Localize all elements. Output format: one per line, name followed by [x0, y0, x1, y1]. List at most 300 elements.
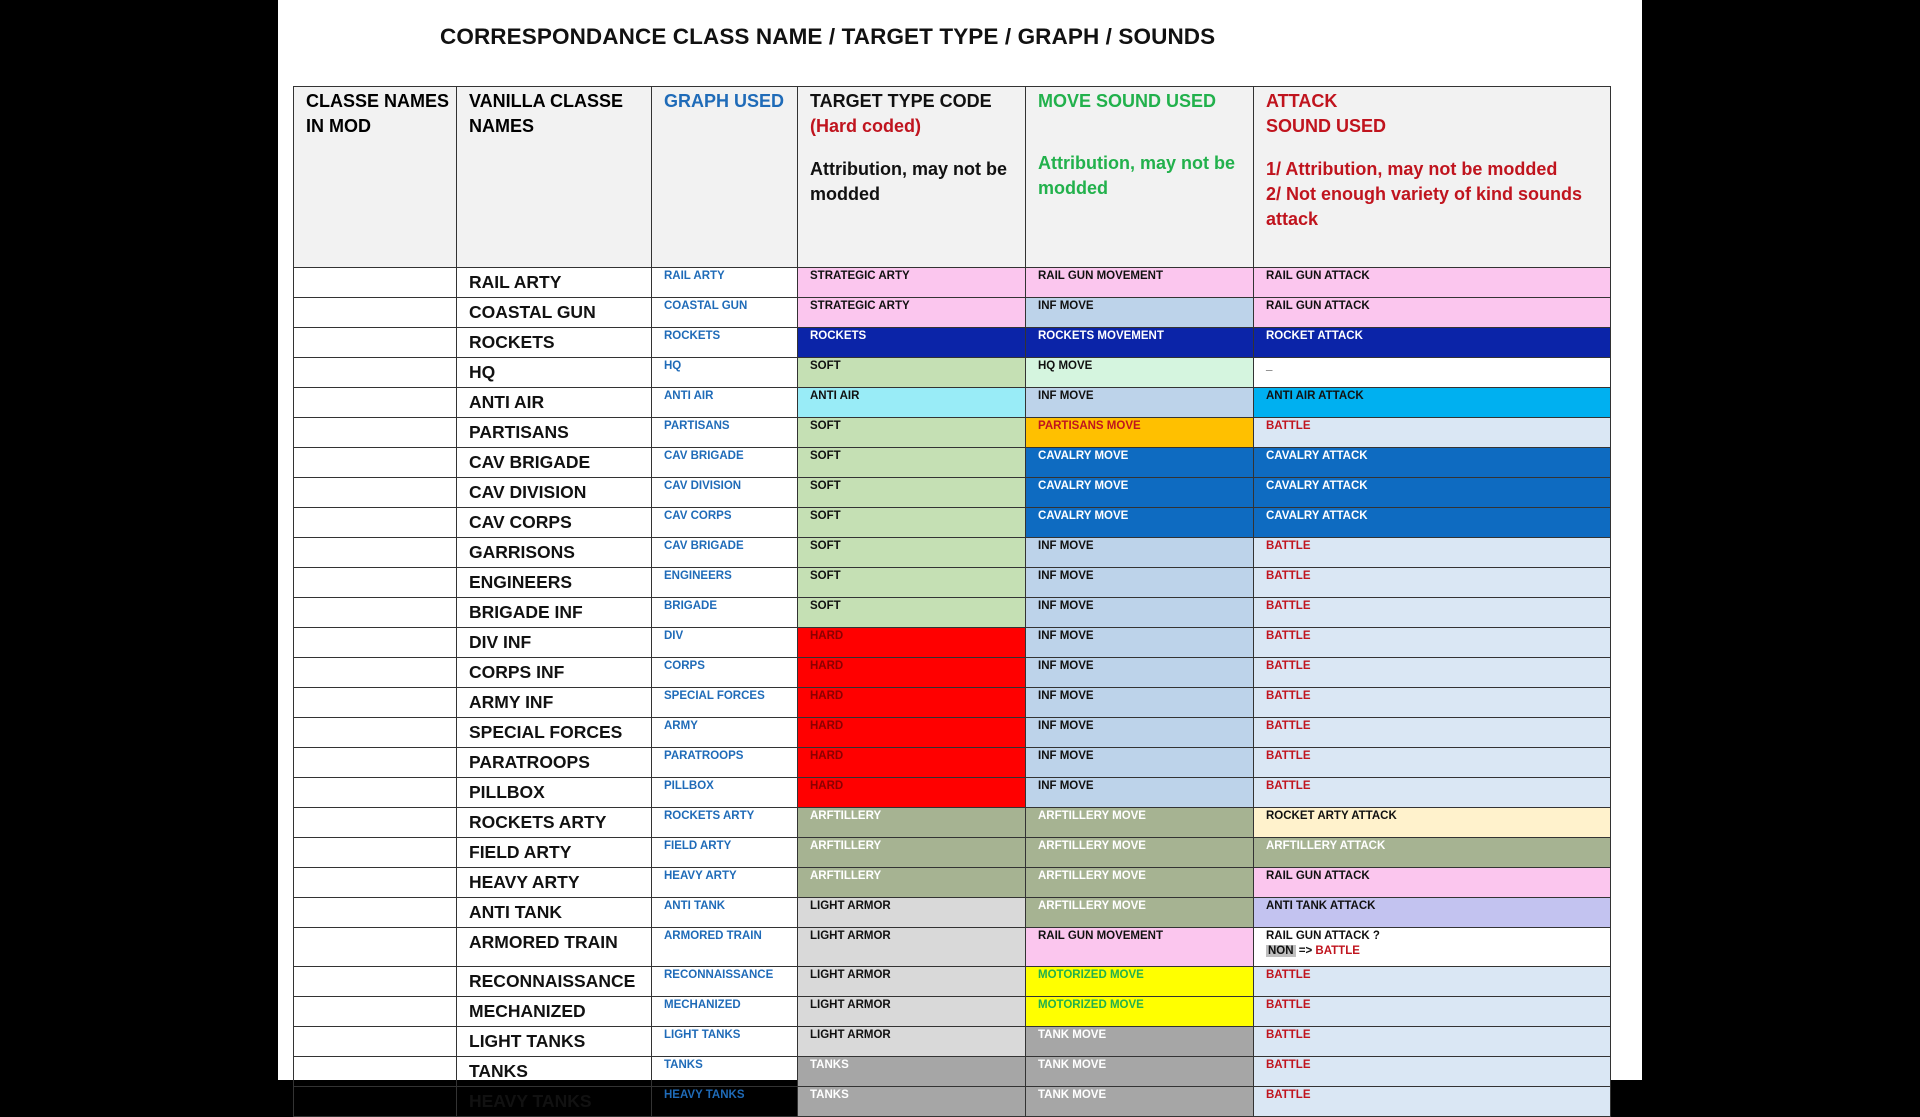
cell-mod-class-name — [294, 748, 457, 778]
table-row — [294, 658, 1611, 688]
cell-graph-used-text: CAV BRIGADE — [664, 450, 744, 462]
cell-target-type-text: HARD — [810, 720, 844, 732]
cell-target-type-text: SOFT — [810, 480, 841, 492]
cell-move-sound — [1026, 997, 1254, 1027]
cell-target-type-text: STRATEGIC ARTY — [810, 270, 910, 282]
cell-graph-used — [652, 568, 798, 598]
cell-graph-used — [652, 1027, 798, 1057]
cell-move-sound-text: TANK MOVE — [1038, 1029, 1107, 1041]
cell-attack-sound-text: BATTLE — [1266, 780, 1311, 792]
header-graph-used: GRAPH USED — [652, 87, 798, 268]
cell-target-type — [798, 478, 1026, 508]
cell-mod-class-name — [294, 388, 457, 418]
cell-mod-class-name — [294, 538, 457, 568]
cell-graph-used — [652, 598, 798, 628]
table-row — [294, 1087, 1611, 1117]
cell-move-sound-text: PARTISANS MOVE — [1038, 420, 1141, 432]
cell-move-sound — [1026, 598, 1254, 628]
cell-target-type — [798, 928, 1026, 967]
cell-move-sound — [1026, 967, 1254, 997]
table-row — [294, 688, 1611, 718]
cell-target-type — [798, 748, 1026, 778]
cell-vanilla-class-name-text: RECONNAISSANCE — [469, 971, 636, 991]
cell-attack-sound — [1254, 508, 1611, 538]
table-row — [294, 628, 1611, 658]
cell-target-type — [798, 568, 1026, 598]
cell-graph-used — [652, 508, 798, 538]
cell-target-type — [798, 508, 1026, 538]
cell-move-sound-text: INF MOVE — [1038, 750, 1094, 762]
arrow-label: => — [1295, 945, 1316, 957]
cell-target-type — [798, 688, 1026, 718]
cell-graph-used-text: HEAVY ARTY — [664, 870, 737, 882]
cell-move-sound — [1026, 298, 1254, 328]
cell-move-sound-text: INF MOVE — [1038, 300, 1094, 312]
cell-attack-sound — [1254, 298, 1611, 328]
cell-vanilla-class-name-text: ARMY INF — [469, 692, 554, 712]
cell-graph-used — [652, 808, 798, 838]
cell-attack-sound — [1254, 928, 1611, 967]
cell-vanilla-class-name-text: PILLBOX — [469, 782, 545, 802]
cell-vanilla-class-name — [457, 967, 652, 997]
cell-vanilla-class-name-text: CORPS INF — [469, 662, 565, 682]
cell-mod-class-name — [294, 268, 457, 298]
cell-target-type-text: STRATEGIC ARTY — [810, 300, 910, 312]
table-row — [294, 418, 1611, 448]
cell-target-type-text: ROCKETS — [810, 330, 867, 342]
cell-move-sound-text: ARFTILLERY MOVE — [1038, 870, 1146, 882]
cell-target-type — [798, 838, 1026, 868]
cell-attack-sound-text: BATTLE — [1266, 969, 1311, 981]
cell-graph-used-text: CORPS — [664, 660, 705, 672]
cell-graph-used-text: ARMORED TRAIN — [664, 930, 762, 942]
cell-move-sound-text: INF MOVE — [1038, 720, 1094, 732]
cell-target-type — [798, 778, 1026, 808]
table-row — [294, 808, 1611, 838]
table-row — [294, 358, 1611, 388]
non-label: NON — [1268, 945, 1294, 957]
cell-target-type-text: SOFT — [810, 360, 841, 372]
cell-target-type — [798, 538, 1026, 568]
cell-graph-used — [652, 778, 798, 808]
cell-attack-sound-text: ANTI AIR ATTACK — [1266, 390, 1364, 402]
cell-target-type — [798, 298, 1026, 328]
cell-move-sound — [1026, 748, 1254, 778]
cell-target-type-text: HARD — [810, 690, 844, 702]
cell-attack-sound — [1254, 358, 1611, 388]
cell-vanilla-class-name-text: ANTI AIR — [469, 392, 545, 412]
cell-attack-sound — [1254, 748, 1611, 778]
cell-graph-used-text: LIGHT TANKS — [664, 1029, 741, 1041]
cell-mod-class-name — [294, 997, 457, 1027]
cell-attack-sound-text: BATTLE — [1266, 630, 1311, 642]
cell-attack-sound-text: CAVALRY ATTACK — [1266, 510, 1368, 522]
cell-move-sound — [1026, 928, 1254, 967]
cell-target-type-text: LIGHT ARMOR — [810, 969, 891, 981]
cell-vanilla-class-name — [457, 598, 652, 628]
cell-graph-used-text: CAV DIVISION — [664, 480, 742, 492]
cell-target-type-text: SOFT — [810, 450, 841, 462]
cell-graph-used — [652, 478, 798, 508]
cell-graph-used-text: PARATROOPS — [664, 750, 744, 762]
cell-graph-used — [652, 628, 798, 658]
cell-attack-sound — [1254, 997, 1611, 1027]
cell-vanilla-class-name — [457, 508, 652, 538]
cell-vanilla-class-name-text: HEAVY TANKS — [469, 1091, 592, 1111]
cell-attack-sound-text: BATTLE — [1266, 720, 1311, 732]
cell-mod-class-name — [294, 628, 457, 658]
cell-target-type — [798, 328, 1026, 358]
cell-attack-sound-text: RAIL GUN ATTACK — [1266, 270, 1370, 282]
cell-attack-sound — [1254, 388, 1611, 418]
cell-target-type-text: SOFT — [810, 600, 841, 612]
cell-target-type — [798, 868, 1026, 898]
cell-attack-sound — [1254, 328, 1611, 358]
cell-vanilla-class-name — [457, 628, 652, 658]
cell-mod-class-name — [294, 898, 457, 928]
cell-vanilla-class-name — [457, 448, 652, 478]
cell-target-type-text: HARD — [810, 780, 844, 792]
cell-move-sound-text: INF MOVE — [1038, 540, 1094, 552]
cell-vanilla-class-name-text: PARATROOPS — [469, 752, 590, 772]
cell-target-type — [798, 598, 1026, 628]
cell-attack-sound — [1254, 568, 1611, 598]
cell-attack-sound-text: BATTLE — [1266, 570, 1311, 582]
cell-target-type — [798, 418, 1026, 448]
table-header-row — [294, 87, 1611, 268]
cell-mod-class-name — [294, 1027, 457, 1057]
cell-graph-used-text: ROCKETS ARTY — [664, 810, 755, 822]
cell-mod-class-name — [294, 598, 457, 628]
cell-graph-used-text: PILLBOX — [664, 780, 714, 792]
cell-vanilla-class-name-text: MECHANIZED — [469, 1001, 586, 1021]
cell-graph-used — [652, 868, 798, 898]
cell-attack-sound-text: ROCKET ATTACK — [1266, 330, 1363, 342]
cell-move-sound — [1026, 628, 1254, 658]
cell-attack-sound — [1254, 418, 1611, 448]
cell-vanilla-class-name — [457, 898, 652, 928]
cell-attack-sound-text: BATTLE — [1266, 660, 1311, 672]
cell-graph-used — [652, 997, 798, 1027]
cell-graph-used — [652, 838, 798, 868]
cell-vanilla-class-name — [457, 838, 652, 868]
cell-attack-sound — [1254, 478, 1611, 508]
cell-vanilla-class-name — [457, 1087, 652, 1117]
cell-move-sound-text: INF MOVE — [1038, 780, 1094, 792]
cell-vanilla-class-name-text: SPECIAL FORCES — [469, 722, 623, 742]
cell-mod-class-name — [294, 928, 457, 967]
cell-graph-used-text: ANTI TANK — [664, 900, 726, 912]
table-row — [294, 268, 1611, 298]
table-row — [294, 748, 1611, 778]
cell-vanilla-class-name — [457, 418, 652, 448]
cell-mod-class-name — [294, 658, 457, 688]
cell-graph-used — [652, 298, 798, 328]
cell-vanilla-class-name — [457, 388, 652, 418]
table-row — [294, 1057, 1611, 1087]
cell-mod-class-name — [294, 868, 457, 898]
cell-move-sound-text: ARFTILLERY MOVE — [1038, 900, 1146, 912]
cell-attack-sound-text: BATTLE — [1266, 540, 1311, 552]
cell-graph-used-text: MECHANIZED — [664, 999, 741, 1011]
cell-vanilla-class-name-text: RAIL ARTY — [469, 272, 562, 292]
cell-move-sound — [1026, 1087, 1254, 1117]
cell-target-type-text: TANKS — [810, 1089, 849, 1101]
cell-attack-sound-text: ROCKET ARTY ATTACK — [1266, 810, 1397, 822]
cell-graph-used-text: RECONNAISSANCE — [664, 969, 774, 981]
cell-target-type — [798, 628, 1026, 658]
cell-attack-sound — [1254, 808, 1611, 838]
cell-graph-used-text: ARMY — [664, 720, 698, 732]
cell-vanilla-class-name-text: LIGHT TANKS — [469, 1031, 586, 1051]
cell-target-type-text: ARFTILLERY — [810, 840, 882, 852]
cell-attack-sound-text: CAVALRY ATTACK — [1266, 450, 1368, 462]
cell-vanilla-class-name — [457, 778, 652, 808]
cell-target-type — [798, 358, 1026, 388]
cell-graph-used — [652, 748, 798, 778]
cell-move-sound-text: TANK MOVE — [1038, 1059, 1107, 1071]
cell-target-type — [798, 808, 1026, 838]
cell-mod-class-name — [294, 568, 457, 598]
cell-graph-used — [652, 538, 798, 568]
cell-vanilla-class-name — [457, 1027, 652, 1057]
cell-move-sound-text: ARFTILLERY MOVE — [1038, 810, 1146, 822]
table-row — [294, 478, 1611, 508]
cell-vanilla-class-name — [457, 928, 652, 967]
cell-attack-sound-text: BATTLE — [1266, 1089, 1311, 1101]
cell-target-type — [798, 718, 1026, 748]
cell-mod-class-name — [294, 808, 457, 838]
cell-attack-sound — [1254, 1057, 1611, 1087]
cell-graph-used — [652, 658, 798, 688]
cell-move-sound — [1026, 688, 1254, 718]
cell-move-sound — [1026, 1027, 1254, 1057]
cell-attack-sound — [1254, 1087, 1611, 1117]
cell-move-sound-text: CAVALRY MOVE — [1038, 450, 1129, 462]
cell-vanilla-class-name-text: ENGINEERS — [469, 572, 573, 592]
cell-target-type-text: HARD — [810, 750, 844, 762]
cell-graph-used — [652, 898, 798, 928]
cell-graph-used — [652, 328, 798, 358]
table-row — [294, 1027, 1611, 1057]
table-row — [294, 448, 1611, 478]
cell-move-sound-text: INF MOVE — [1038, 690, 1094, 702]
cell-move-sound-text: ARFTILLERY MOVE — [1038, 840, 1146, 852]
cell-mod-class-name — [294, 688, 457, 718]
cell-target-type — [798, 388, 1026, 418]
cell-target-type-text: HARD — [810, 630, 844, 642]
cell-move-sound — [1026, 658, 1254, 688]
cell-vanilla-class-name — [457, 478, 652, 508]
cell-attack-sound-text: BATTLE — [1266, 1059, 1311, 1071]
cell-move-sound-text: INF MOVE — [1038, 570, 1094, 582]
cell-move-sound-text: ROCKETS MOVEMENT — [1038, 330, 1164, 342]
cell-mod-class-name — [294, 328, 457, 358]
cell-move-sound-text: INF MOVE — [1038, 390, 1094, 402]
cell-target-type-text: LIGHT ARMOR — [810, 900, 891, 912]
cell-move-sound-text: RAIL GUN MOVEMENT — [1038, 270, 1164, 282]
cell-graph-used-text: PARTISANS — [664, 420, 730, 432]
cell-attack-sound — [1254, 628, 1611, 658]
cell-attack-sound-text: BATTLE — [1266, 600, 1311, 612]
cell-move-sound — [1026, 448, 1254, 478]
cell-target-type-text: SOFT — [810, 510, 841, 522]
cell-vanilla-class-name — [457, 997, 652, 1027]
cell-target-type-text: SOFT — [810, 420, 841, 432]
correspondence-table — [293, 86, 1611, 1117]
cell-move-sound — [1026, 778, 1254, 808]
cell-vanilla-class-name-text: ANTI TANK — [469, 902, 562, 922]
cell-mod-class-name — [294, 448, 457, 478]
cell-vanilla-class-name-text: ARMORED TRAIN — [469, 932, 618, 952]
cell-vanilla-class-name-text: GARRISONS — [469, 542, 575, 562]
cell-graph-used-text: ENGINEERS — [664, 570, 732, 582]
cell-graph-used-text: FIELD ARTY — [664, 840, 732, 852]
cell-move-sound — [1026, 538, 1254, 568]
cell-move-sound — [1026, 838, 1254, 868]
table-row — [294, 898, 1611, 928]
cell-move-sound — [1026, 508, 1254, 538]
cell-vanilla-class-name — [457, 538, 652, 568]
table-row — [294, 328, 1611, 358]
cell-attack-sound-text: CAVALRY ATTACK — [1266, 480, 1368, 492]
cell-graph-used-text: ROCKETS — [664, 330, 721, 342]
table-row — [294, 388, 1611, 418]
cell-vanilla-class-name-text: TANKS — [469, 1061, 528, 1081]
battle-label: BATTLE — [1315, 945, 1360, 957]
cell-vanilla-class-name-text: COASTAL GUN — [469, 302, 596, 322]
cell-target-type — [798, 658, 1026, 688]
cell-graph-used-text: CAV CORPS — [664, 510, 732, 522]
cell-vanilla-class-name-text: PARTISANS — [469, 422, 569, 442]
cell-graph-used-text: BRIGADE — [664, 600, 718, 612]
cell-move-sound-text: CAVALRY MOVE — [1038, 510, 1129, 522]
cell-target-type-text: HARD — [810, 660, 844, 672]
cell-vanilla-class-name-text: HQ — [469, 362, 496, 382]
document-title: CORRESPONDANCE CLASS NAME / TARGET TYPE / GRAPH / SOUNDS — [440, 24, 1216, 49]
cell-mod-class-name — [294, 508, 457, 538]
cell-attack-sound — [1254, 1027, 1611, 1057]
table-row — [294, 868, 1611, 898]
cell-graph-used — [652, 388, 798, 418]
header-target-type-code: TARGET TYPE CODE (Hard coded) Attribution, may not be modded — [798, 87, 1026, 268]
cell-vanilla-class-name-text: FIELD ARTY — [469, 842, 572, 862]
cell-vanilla-class-name-text: BRIGADE INF — [469, 602, 583, 622]
cell-target-type — [798, 1087, 1026, 1117]
cell-attack-sound — [1254, 688, 1611, 718]
cell-attack-sound-text: BATTLE — [1266, 420, 1311, 432]
cell-vanilla-class-name — [457, 358, 652, 388]
cell-vanilla-class-name-text: CAV CORPS — [469, 512, 572, 532]
cell-graph-used — [652, 718, 798, 748]
cell-vanilla-class-name — [457, 868, 652, 898]
cell-mod-class-name — [294, 838, 457, 868]
cell-target-type — [798, 967, 1026, 997]
cell-graph-used — [652, 967, 798, 997]
table-row — [294, 778, 1611, 808]
table-row — [294, 568, 1611, 598]
table-row — [294, 838, 1611, 868]
cell-move-sound — [1026, 418, 1254, 448]
table-row — [294, 997, 1611, 1027]
cell-vanilla-class-name-text: CAV BRIGADE — [469, 452, 591, 472]
cell-attack-sound — [1254, 658, 1611, 688]
cell-graph-used — [652, 928, 798, 967]
cell-move-sound-text: MOTORIZED MOVE — [1038, 969, 1144, 981]
cell-attack-sound-text: RAIL GUN ATTACK ? — [1266, 930, 1380, 942]
cell-move-sound-text: INF MOVE — [1038, 600, 1094, 612]
cell-target-type-text: TANKS — [810, 1059, 849, 1071]
cell-attack-sound-text: RAIL GUN ATTACK — [1266, 300, 1370, 312]
cell-mod-class-name — [294, 478, 457, 508]
table-row — [294, 967, 1611, 997]
table-row — [294, 718, 1611, 748]
cell-move-sound — [1026, 358, 1254, 388]
cell-move-sound — [1026, 808, 1254, 838]
cell-target-type — [798, 268, 1026, 298]
cell-mod-class-name — [294, 418, 457, 448]
cell-target-type-text: LIGHT ARMOR — [810, 930, 891, 942]
cell-target-type — [798, 898, 1026, 928]
cell-attack-sound — [1254, 868, 1611, 898]
cell-vanilla-class-name — [457, 568, 652, 598]
cell-graph-used — [652, 688, 798, 718]
cell-attack-sound — [1254, 967, 1611, 997]
cell-graph-used — [652, 1057, 798, 1087]
table-row — [294, 508, 1611, 538]
cell-graph-used-text: SPECIAL FORCES — [664, 690, 765, 702]
cell-attack-sound-text: BATTLE — [1266, 1029, 1311, 1041]
cell-target-type — [798, 448, 1026, 478]
cell-target-type-text: ANTI AIR — [810, 390, 860, 402]
cell-graph-used-text: ANTI AIR — [664, 390, 714, 402]
cell-graph-used — [652, 358, 798, 388]
header-vanilla-class-names: VANILLA CLASSE NAMES — [457, 87, 652, 268]
cell-attack-sound-text: ANTI TANK ATTACK — [1266, 900, 1376, 912]
table-row — [294, 598, 1611, 628]
cell-vanilla-class-name — [457, 688, 652, 718]
cell-mod-class-name — [294, 778, 457, 808]
cell-move-sound — [1026, 268, 1254, 298]
cell-move-sound-text: HQ MOVE — [1038, 360, 1093, 372]
cell-target-type — [798, 1057, 1026, 1087]
header-attack-sound-used: ATTACK SOUND USED 1/ Attribution, may not be modded 2/ Not enough variety of kind sounds attack — [1254, 87, 1611, 268]
cell-vanilla-class-name — [457, 658, 652, 688]
cell-attack-sound — [1254, 778, 1611, 808]
cell-vanilla-class-name — [457, 1057, 652, 1087]
cell-graph-used-text: DIV — [664, 630, 684, 642]
cell-mod-class-name — [294, 718, 457, 748]
cell-vanilla-class-name-text: ROCKETS — [469, 332, 555, 352]
cell-graph-used-text: RAIL ARTY — [664, 270, 725, 282]
cell-move-sound — [1026, 868, 1254, 898]
cell-attack-sound-text: RAIL GUN ATTACK — [1266, 870, 1370, 882]
cell-attack-sound — [1254, 598, 1611, 628]
cell-mod-class-name — [294, 298, 457, 328]
cell-vanilla-class-name — [457, 808, 652, 838]
cell-attack-sound — [1254, 448, 1611, 478]
cell-vanilla-class-name — [457, 748, 652, 778]
document-page — [278, 0, 1642, 1111]
cell-target-type-text: ARFTILLERY — [810, 810, 882, 822]
cell-move-sound-text: INF MOVE — [1038, 630, 1094, 642]
cell-attack-sound-text: _ — [1266, 360, 1273, 372]
cell-attack-sound — [1254, 898, 1611, 928]
cell-graph-used — [652, 268, 798, 298]
cell-attack-sound — [1254, 838, 1611, 868]
cell-target-type — [798, 1027, 1026, 1057]
cell-move-sound — [1026, 478, 1254, 508]
